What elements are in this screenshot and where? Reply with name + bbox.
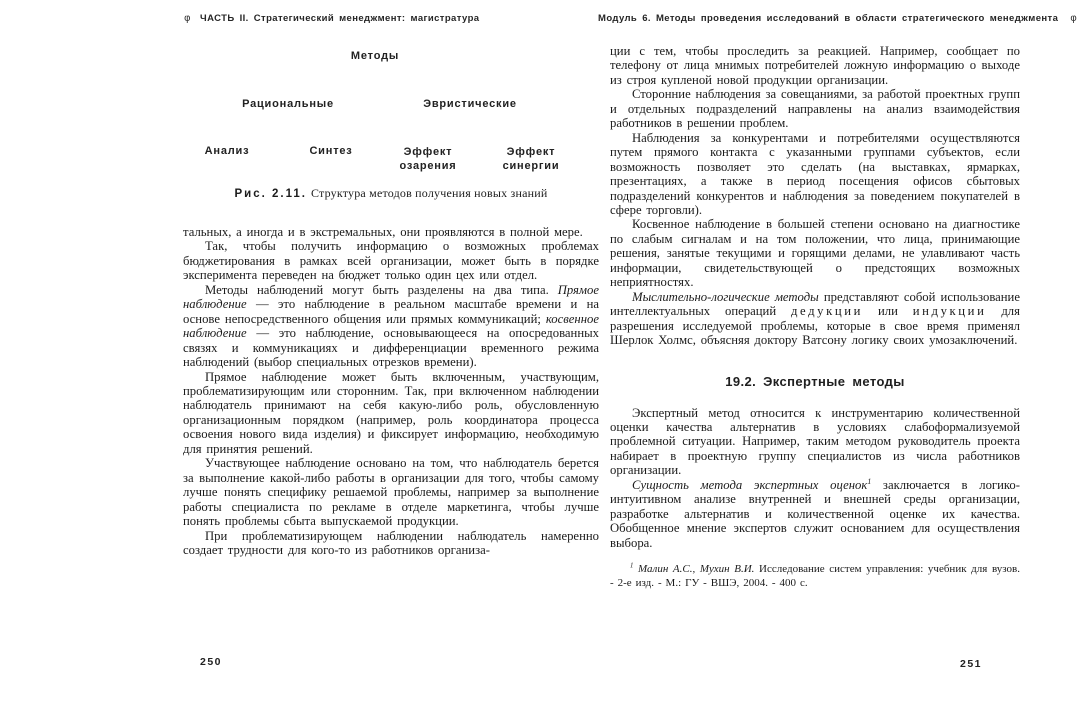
text-run: Сущность метода экспертных оценок (632, 477, 868, 492)
page-number-right: 251 (960, 658, 983, 670)
text-run: — это наблюдение, основывающееся на опосредованных связях и коммуникациях и дифференциации временного режима наблюдений (выбор специальных отрезков времени). (183, 326, 599, 370)
text-run: Участвующее наблюдение основано на том, что наблюдатель берется за выполнение какой-либо работы в организации для того, чтобы самому лучше понять специфику решаемой проблемы, например за выполнение работы специалиста по рекламе в отделе маркетинга, чтобы лучше понять проблемы сбыта выпускаемой продукции. (183, 456, 599, 529)
text-run: Мыслительно-логические методы (632, 289, 819, 304)
paragraph (610, 44, 1020, 87)
figure-caption-label: Рис. 2.11. (234, 188, 307, 200)
figure-node-heuristic: Эвристические (423, 98, 517, 110)
paragraph (610, 87, 1020, 130)
paragraph (610, 217, 1020, 289)
text-run: Экспертный метод относится к инструментарию количественной оценки качества альтернатив в условиях слабоформализуемой проблемной ситуации. Например, таким методом руководитель проекта набирает в проектную группу специалистов из числа работников организации. (610, 405, 1020, 478)
figure-node-insight-effect: Эффект озарения (399, 146, 457, 172)
text-run: индукции (912, 304, 987, 319)
figure-caption-text: Структура методов получения новых знаний (310, 186, 548, 200)
paragraph (183, 283, 599, 370)
text-run: тальных, а иногда и в экстремальных, они проявляются в полной мере. (183, 225, 583, 239)
text-run: Исследование систем управления: учебник для вузов. - 2-е изд. - М.: ГУ - ВШЭ, 2004. - 400 с. (610, 563, 1020, 589)
figure-caption (183, 186, 599, 201)
text-run: 1 (630, 562, 634, 570)
section-heading: 19.2. Экспертные методы (725, 373, 905, 389)
footnote (610, 563, 1020, 590)
running-head-left (184, 13, 604, 24)
text-run: представляют собой использование интеллектуальных операций (610, 289, 1020, 319)
text-run: Прямое наблюдение может быть включенным, участвующим, проблематизирующим или сторонним. Так, при включенном наблюдении наблюдатель принимают на себя какую-либо роль, обусловленную организационным порядком (например, роль координатора процесса освоения нового вида изделия) и фиксирует информацию, необходимую для принятия решений. (183, 369, 599, 456)
paragraph (183, 529, 599, 558)
text-run: косвенное наблюдение (183, 311, 599, 341)
text-run: 1 (867, 476, 872, 486)
text-run: ции с тем, чтобы проследить за реакцией. Например, сообщает по телефону от лица мнимых потребителей ложную информацию о выходе из строя купленой новой продукции организации. (610, 44, 1020, 87)
section-mark-icon: φ (1070, 13, 1077, 24)
paragraph (183, 456, 599, 528)
text-run: для разрешения исследуемой проблемы, которые в свое время применял Шерлок Холмс, объясняя доктору Ватсону логику своих умозаключений. (610, 304, 1020, 348)
running-head-right (598, 13, 1077, 24)
text-run: или (863, 304, 913, 319)
figure-node-rational: Рациональные (242, 98, 334, 110)
text-run: Методы наблюдений могут быть разделены на два типа. (205, 282, 558, 297)
paragraph (183, 225, 599, 239)
section-mark-icon: φ (184, 13, 191, 24)
left-page-body (183, 225, 599, 557)
text-run: Малин А.С., Мухин В.И. (633, 563, 760, 576)
right-page-body-top (610, 44, 1020, 348)
page-right (610, 40, 1020, 590)
text-run: заключается в логико-интуитивном анализе внутренней и внешней среды организации, разработке альтернатив и количественной оценке их качества. Обобщенное мнение экспертов служит основанием для осуществления выбора. (610, 477, 1020, 550)
text-run: — это наблюдение в реальном масштабе времени и на основе непосредственного общения или прямых коммуникаций; (183, 297, 599, 326)
text-run: дедукции (791, 304, 864, 319)
text-run: Прямое наблюдение (183, 282, 599, 312)
figure-node-synergy-effect: Эффект синергии (502, 146, 560, 172)
paragraph (183, 239, 599, 282)
figure-node-methods: Методы (350, 50, 400, 62)
text-run: Наблюдения за конкурентами и потребителями осуществляются путем прямого контакта с указанными группами субъектов, если возможность позволяет это сделать (на выставках, ярмарках, презентациях, а также в период посещения офисов сбытовых подразделений конкурентов и наблюдения за поведением покупателей в сфере торговли). (610, 130, 1020, 217)
running-head-left-text: ЧАСТЬ II. Стратегический менеджмент: магистратура (200, 13, 480, 24)
text-run: Сторонние наблюдения за совещаниями, за работой проектных групп и отдельных подразделений направлены на анализ взаимодействия работников в решении проблем. (610, 87, 1020, 131)
text-run: Косвенное наблюдение в большей степени основано на диагностике по слабым сигналам и на том положении, что лица, принимающие решения, занятые текущими и горящими делами, не улавливают часть информации, свидетельствующей о предстоящих возможных неприятностях. (610, 217, 1020, 290)
right-page-body-bottom (610, 406, 1020, 551)
text-run: Так, чтобы получить информацию о возможных проблемах бюджетирования в рамках всей организации, может быть в порядке эксперимента переведен на бюджет только один цех или отдел. (183, 239, 599, 283)
figure-2-11 (183, 40, 599, 225)
paragraph (610, 478, 1020, 550)
figure-node-synthesis: Синтез (309, 145, 353, 157)
paragraph (610, 563, 1020, 590)
page-number-left: 250 (200, 656, 223, 668)
paragraph (183, 370, 599, 457)
paragraph (610, 290, 1020, 348)
text-run: При проблематизирующем наблюдении наблюдатель намеренно создает трудности для кого-то из работников организа- (183, 528, 599, 557)
page-left (183, 40, 599, 557)
paragraph (610, 406, 1020, 478)
running-head-right-text: Модуль 6. Методы проведения исследований в области стратегического менеджмента (598, 13, 1059, 24)
paragraph (610, 131, 1020, 218)
figure-node-analysis: Анализ (204, 145, 250, 157)
